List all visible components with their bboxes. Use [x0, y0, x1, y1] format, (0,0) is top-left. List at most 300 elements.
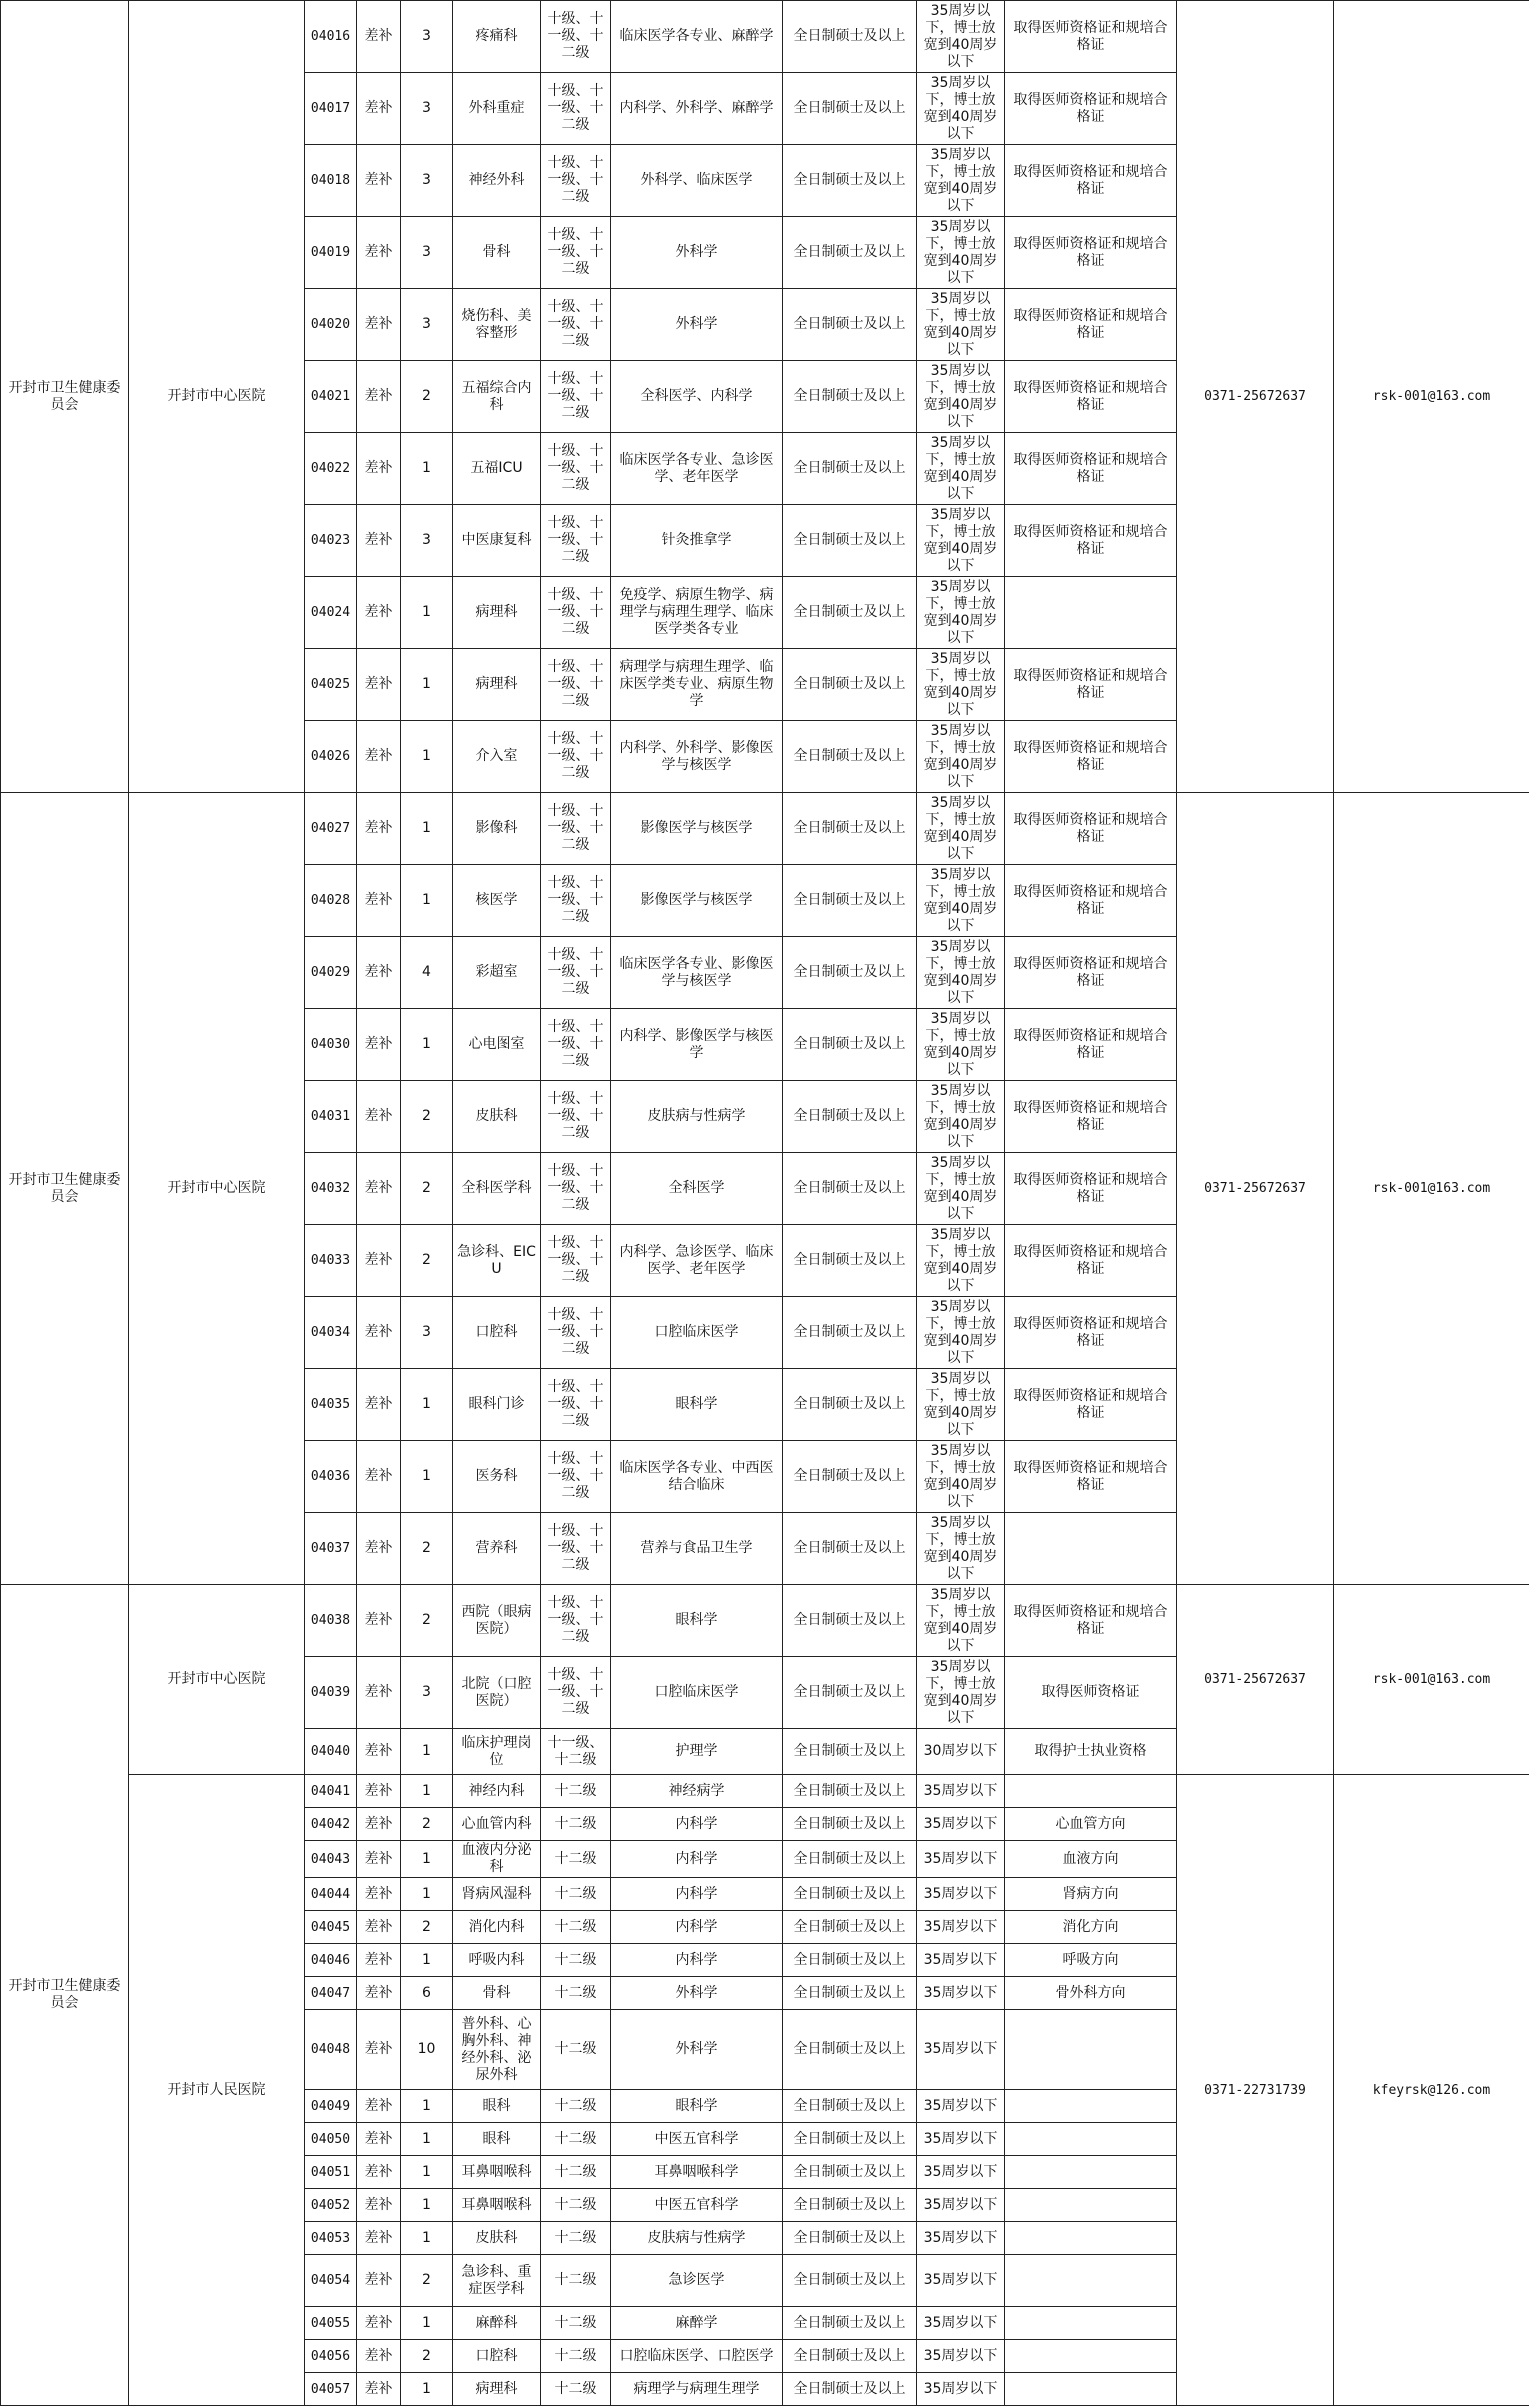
major-requirement: 口腔临床医学 [611, 1297, 783, 1369]
education-requirement: 全日制硕士及以上 [783, 2010, 917, 2090]
position-code: 04055 [305, 2307, 357, 2340]
age-requirement: 35周岁以下 [917, 2222, 1005, 2255]
grade-level: 十二级 [541, 1841, 611, 1878]
age-requirement: 35周岁以下，博士放宽到40周岁以下 [917, 577, 1005, 649]
funding-type: 差补 [357, 1009, 401, 1081]
position-code: 04042 [305, 1808, 357, 1841]
grade-level: 十二级 [541, 2222, 611, 2255]
grade-level: 十二级 [541, 2255, 611, 2307]
age-requirement: 35周岁以下，博士放宽到40周岁以下 [917, 217, 1005, 289]
age-requirement: 35周岁以下，博士放宽到40周岁以下 [917, 1441, 1005, 1513]
other-requirement [1005, 2222, 1177, 2255]
post-name: 皮肤科 [453, 2222, 541, 2255]
age-requirement: 35周岁以下 [917, 2189, 1005, 2222]
post-name: 烧伤科、美容整形 [453, 289, 541, 361]
age-requirement: 35周岁以下，博士放宽到40周岁以下 [917, 1513, 1005, 1585]
grade-level: 十级、十一级、十二级 [541, 865, 611, 937]
post-name: 西院（眼病医院） [453, 1585, 541, 1657]
education-requirement: 全日制硕士及以上 [783, 1009, 917, 1081]
grade-level: 十级、十一级、十二级 [541, 1441, 611, 1513]
grade-level: 十二级 [541, 2373, 611, 2406]
grade-level: 十级、十一级、十二级 [541, 505, 611, 577]
funding-type: 差补 [357, 73, 401, 145]
post-name: 神经外科 [453, 145, 541, 217]
headcount: 3 [401, 1, 453, 73]
post-name: 急诊科、EICU [453, 1225, 541, 1297]
education-requirement: 全日制硕士及以上 [783, 937, 917, 1009]
age-requirement: 35周岁以下，博士放宽到40周岁以下 [917, 793, 1005, 865]
post-name: 皮肤科 [453, 1081, 541, 1153]
education-requirement: 全日制硕士及以上 [783, 2255, 917, 2307]
post-name: 眼科 [453, 2123, 541, 2156]
post-name: 口腔科 [453, 1297, 541, 1369]
post-name: 中医康复科 [453, 505, 541, 577]
grade-level: 十二级 [541, 1977, 611, 2010]
other-requirement [1005, 2189, 1177, 2222]
age-requirement: 35周岁以下，博士放宽到40周岁以下 [917, 1, 1005, 73]
grade-level: 十一级、十二级 [541, 1729, 611, 1775]
other-requirement: 肾病方向 [1005, 1878, 1177, 1911]
headcount: 1 [401, 1369, 453, 1441]
hospital-cell: 开封市中心医院 [129, 793, 305, 1585]
education-requirement: 全日制硕士及以上 [783, 577, 917, 649]
major-requirement: 内科学、影像医学与核医学 [611, 1009, 783, 1081]
headcount: 1 [401, 1841, 453, 1878]
age-requirement: 35周岁以下 [917, 2340, 1005, 2373]
headcount: 3 [401, 73, 453, 145]
education-requirement: 全日制硕士及以上 [783, 2123, 917, 2156]
education-requirement: 全日制硕士及以上 [783, 1977, 917, 2010]
post-name: 眼科 [453, 2090, 541, 2123]
grade-level: 十二级 [541, 1944, 611, 1977]
table-body [1, 1, 1529, 2406]
headcount: 3 [401, 145, 453, 217]
position-code: 04030 [305, 1009, 357, 1081]
education-requirement: 全日制硕士及以上 [783, 1775, 917, 1808]
major-requirement: 免疫学、病原生物学、病理学与病理生理学、临床医学类各专业 [611, 577, 783, 649]
funding-type: 差补 [357, 577, 401, 649]
funding-type: 差补 [357, 721, 401, 793]
position-code: 04045 [305, 1911, 357, 1944]
education-requirement: 全日制硕士及以上 [783, 289, 917, 361]
age-requirement: 35周岁以下，博士放宽到40周岁以下 [917, 1081, 1005, 1153]
other-requirement [1005, 2255, 1177, 2307]
age-requirement: 35周岁以下，博士放宽到40周岁以下 [917, 361, 1005, 433]
education-requirement: 全日制硕士及以上 [783, 1081, 917, 1153]
education-requirement: 全日制硕士及以上 [783, 1297, 917, 1369]
headcount: 1 [401, 2123, 453, 2156]
age-requirement: 35周岁以下，博士放宽到40周岁以下 [917, 505, 1005, 577]
post-name: 眼科门诊 [453, 1369, 541, 1441]
funding-type: 差补 [357, 937, 401, 1009]
position-code: 04046 [305, 1944, 357, 1977]
post-name: 血液内分泌科 [453, 1841, 541, 1878]
other-requirement: 取得医师资格证和规培合格证 [1005, 361, 1177, 433]
headcount: 6 [401, 1977, 453, 2010]
position-code: 04032 [305, 1153, 357, 1225]
grade-level: 十二级 [541, 2010, 611, 2090]
education-requirement: 全日制硕士及以上 [783, 2189, 917, 2222]
headcount: 3 [401, 289, 453, 361]
grade-level: 十二级 [541, 2307, 611, 2340]
position-code: 04040 [305, 1729, 357, 1775]
post-name: 肾病风湿科 [453, 1878, 541, 1911]
funding-type: 差补 [357, 2307, 401, 2340]
post-name: 五福ICU [453, 433, 541, 505]
post-name: 介入室 [453, 721, 541, 793]
other-requirement: 取得医师资格证和规培合格证 [1005, 865, 1177, 937]
headcount: 2 [401, 2340, 453, 2373]
position-code: 04044 [305, 1878, 357, 1911]
major-requirement: 皮肤病与性病学 [611, 2222, 783, 2255]
post-name: 消化内科 [453, 1911, 541, 1944]
position-code: 04039 [305, 1657, 357, 1729]
education-requirement: 全日制硕士及以上 [783, 1808, 917, 1841]
other-requirement [1005, 577, 1177, 649]
age-requirement: 35周岁以下，博士放宽到40周岁以下 [917, 649, 1005, 721]
grade-level: 十二级 [541, 1808, 611, 1841]
grade-level: 十级、十一级、十二级 [541, 649, 611, 721]
grade-level: 十二级 [541, 2123, 611, 2156]
headcount: 1 [401, 721, 453, 793]
table-row [1, 1, 1529, 73]
position-code: 04024 [305, 577, 357, 649]
funding-type: 差补 [357, 361, 401, 433]
other-requirement: 取得医师资格证 [1005, 1657, 1177, 1729]
funding-type: 差补 [357, 433, 401, 505]
funding-type: 差补 [357, 1911, 401, 1944]
education-requirement: 全日制硕士及以上 [783, 1729, 917, 1775]
contact-email: kfeyrsk@126.com [1334, 1775, 1529, 2406]
position-code: 04026 [305, 721, 357, 793]
funding-type: 差补 [357, 1369, 401, 1441]
position-code: 04035 [305, 1369, 357, 1441]
other-requirement: 取得医师资格证和规培合格证 [1005, 1009, 1177, 1081]
headcount: 1 [401, 865, 453, 937]
headcount: 1 [401, 2307, 453, 2340]
funding-type: 差补 [357, 2189, 401, 2222]
major-requirement: 内科学、外科学、麻醉学 [611, 73, 783, 145]
other-requirement [1005, 1775, 1177, 1808]
position-code: 04049 [305, 2090, 357, 2123]
education-requirement: 全日制硕士及以上 [783, 1585, 917, 1657]
grade-level: 十级、十一级、十二级 [541, 721, 611, 793]
age-requirement: 35周岁以下 [917, 2123, 1005, 2156]
major-requirement: 影像医学与核医学 [611, 865, 783, 937]
age-requirement: 35周岁以下 [917, 1878, 1005, 1911]
funding-type: 差补 [357, 1, 401, 73]
age-requirement: 30周岁以下 [917, 1729, 1005, 1775]
grade-level: 十二级 [541, 2090, 611, 2123]
position-code: 04051 [305, 2156, 357, 2189]
position-code: 04016 [305, 1, 357, 73]
headcount: 3 [401, 1657, 453, 1729]
post-name: 病理科 [453, 649, 541, 721]
headcount: 3 [401, 505, 453, 577]
post-name: 营养科 [453, 1513, 541, 1585]
grade-level: 十二级 [541, 2189, 611, 2222]
other-requirement: 消化方向 [1005, 1911, 1177, 1944]
other-requirement: 心血管方向 [1005, 1808, 1177, 1841]
major-requirement: 眼科学 [611, 1369, 783, 1441]
education-requirement: 全日制硕士及以上 [783, 721, 917, 793]
age-requirement: 35周岁以下，博士放宽到40周岁以下 [917, 1153, 1005, 1225]
headcount: 1 [401, 1775, 453, 1808]
major-requirement: 中医五官科学 [611, 2123, 783, 2156]
major-requirement: 外科学 [611, 1977, 783, 2010]
age-requirement: 35周岁以下，博士放宽到40周岁以下 [917, 145, 1005, 217]
funding-type: 差补 [357, 865, 401, 937]
position-code: 04043 [305, 1841, 357, 1878]
funding-type: 差补 [357, 2010, 401, 2090]
post-name: 病理科 [453, 2373, 541, 2406]
position-code: 04027 [305, 793, 357, 865]
headcount: 2 [401, 2255, 453, 2307]
post-name: 急诊科、重症医学科 [453, 2255, 541, 2307]
other-requirement: 骨外科方向 [1005, 1977, 1177, 2010]
headcount: 1 [401, 2189, 453, 2222]
position-code: 04048 [305, 2010, 357, 2090]
position-code: 04034 [305, 1297, 357, 1369]
age-requirement: 35周岁以下，博士放宽到40周岁以下 [917, 73, 1005, 145]
funding-type: 差补 [357, 505, 401, 577]
post-name: 外科重症 [453, 73, 541, 145]
headcount: 2 [401, 1513, 453, 1585]
age-requirement: 35周岁以下 [917, 2373, 1005, 2406]
headcount: 1 [401, 649, 453, 721]
grade-level: 十级、十一级、十二级 [541, 145, 611, 217]
funding-type: 差补 [357, 2373, 401, 2406]
other-requirement: 取得医师资格证和规培合格证 [1005, 1, 1177, 73]
funding-type: 差补 [357, 1944, 401, 1977]
age-requirement: 35周岁以下 [917, 1977, 1005, 2010]
funding-type: 差补 [357, 1585, 401, 1657]
position-code: 04029 [305, 937, 357, 1009]
headcount: 2 [401, 1081, 453, 1153]
contact-phone: 0371-25672637 [1177, 1585, 1334, 1775]
age-requirement: 35周岁以下 [917, 2307, 1005, 2340]
headcount: 1 [401, 433, 453, 505]
funding-type: 差补 [357, 1729, 401, 1775]
table-row [1, 1775, 1529, 1808]
education-requirement: 全日制硕士及以上 [783, 1153, 917, 1225]
grade-level: 十级、十一级、十二级 [541, 73, 611, 145]
grade-level: 十级、十一级、十二级 [541, 361, 611, 433]
position-code: 04052 [305, 2189, 357, 2222]
grade-level: 十级、十一级、十二级 [541, 1009, 611, 1081]
other-requirement: 取得医师资格证和规培合格证 [1005, 505, 1177, 577]
major-requirement: 口腔临床医学、口腔医学 [611, 2340, 783, 2373]
major-requirement: 麻醉学 [611, 2307, 783, 2340]
position-code: 04018 [305, 145, 357, 217]
funding-type: 差补 [357, 2090, 401, 2123]
education-requirement: 全日制硕士及以上 [783, 2222, 917, 2255]
education-requirement: 全日制硕士及以上 [783, 793, 917, 865]
education-requirement: 全日制硕士及以上 [783, 73, 917, 145]
post-name: 心电图室 [453, 1009, 541, 1081]
other-requirement [1005, 2373, 1177, 2406]
other-requirement [1005, 2307, 1177, 2340]
grade-level: 十级、十一级、十二级 [541, 793, 611, 865]
headcount: 1 [401, 1878, 453, 1911]
other-requirement: 取得医师资格证和规培合格证 [1005, 1297, 1177, 1369]
grade-level: 十级、十一级、十二级 [541, 289, 611, 361]
grade-level: 十级、十一级、十二级 [541, 1153, 611, 1225]
major-requirement: 全科医学 [611, 1153, 783, 1225]
funding-type: 差补 [357, 145, 401, 217]
other-requirement: 取得医师资格证和规培合格证 [1005, 217, 1177, 289]
position-code: 04037 [305, 1513, 357, 1585]
post-name: 口腔科 [453, 2340, 541, 2373]
age-requirement: 35周岁以下 [917, 1808, 1005, 1841]
contact-phone: 0371-25672637 [1177, 1, 1334, 793]
other-requirement: 取得医师资格证和规培合格证 [1005, 937, 1177, 1009]
funding-type: 差补 [357, 1775, 401, 1808]
position-code: 04054 [305, 2255, 357, 2307]
education-requirement: 全日制硕士及以上 [783, 217, 917, 289]
age-requirement: 35周岁以下，博士放宽到40周岁以下 [917, 1009, 1005, 1081]
education-requirement: 全日制硕士及以上 [783, 1369, 917, 1441]
authority-cell: 开封市卫生健康委员会 [1, 1585, 129, 2406]
education-requirement: 全日制硕士及以上 [783, 361, 917, 433]
headcount: 1 [401, 1441, 453, 1513]
post-name: 五福综合内科 [453, 361, 541, 433]
education-requirement: 全日制硕士及以上 [783, 2340, 917, 2373]
education-requirement: 全日制硕士及以上 [783, 1878, 917, 1911]
education-requirement: 全日制硕士及以上 [783, 865, 917, 937]
contact-phone: 0371-22731739 [1177, 1775, 1334, 2406]
major-requirement: 病理学与病理生理学、临床医学类专业、病原生物学 [611, 649, 783, 721]
position-code: 04056 [305, 2340, 357, 2373]
education-requirement: 全日制硕士及以上 [783, 505, 917, 577]
education-requirement: 全日制硕士及以上 [783, 1, 917, 73]
grade-level: 十级、十一级、十二级 [541, 1585, 611, 1657]
funding-type: 差补 [357, 1297, 401, 1369]
other-requirement: 取得医师资格证和规培合格证 [1005, 1225, 1177, 1297]
contact-phone: 0371-25672637 [1177, 793, 1334, 1585]
age-requirement: 35周岁以下，博士放宽到40周岁以下 [917, 1585, 1005, 1657]
age-requirement: 35周岁以下，博士放宽到40周岁以下 [917, 937, 1005, 1009]
post-name: 骨科 [453, 1977, 541, 2010]
major-requirement: 临床医学各专业、中西医结合临床 [611, 1441, 783, 1513]
age-requirement: 35周岁以下，博士放宽到40周岁以下 [917, 289, 1005, 361]
major-requirement: 口腔临床医学 [611, 1657, 783, 1729]
age-requirement: 35周岁以下，博士放宽到40周岁以下 [917, 1657, 1005, 1729]
age-requirement: 35周岁以下 [917, 1944, 1005, 1977]
age-requirement: 35周岁以下，博士放宽到40周岁以下 [917, 1297, 1005, 1369]
grade-level: 十级、十一级、十二级 [541, 1369, 611, 1441]
funding-type: 差补 [357, 1225, 401, 1297]
position-code: 04028 [305, 865, 357, 937]
major-requirement: 护理学 [611, 1729, 783, 1775]
contact-email: rsk-001@163.com [1334, 1585, 1529, 1775]
education-requirement: 全日制硕士及以上 [783, 2156, 917, 2189]
headcount: 1 [401, 2222, 453, 2255]
other-requirement: 取得医师资格证和规培合格证 [1005, 793, 1177, 865]
funding-type: 差补 [357, 1657, 401, 1729]
headcount: 1 [401, 2156, 453, 2189]
post-name: 骨科 [453, 217, 541, 289]
position-code: 04019 [305, 217, 357, 289]
position-code: 04053 [305, 2222, 357, 2255]
other-requirement: 取得医师资格证和规培合格证 [1005, 649, 1177, 721]
funding-type: 差补 [357, 1081, 401, 1153]
grade-level: 十二级 [541, 2156, 611, 2189]
grade-level: 十级、十一级、十二级 [541, 1513, 611, 1585]
table-row [1, 1585, 1529, 1657]
hospital-cell: 开封市中心医院 [129, 1, 305, 793]
funding-type: 差补 [357, 217, 401, 289]
headcount: 1 [401, 1009, 453, 1081]
headcount: 2 [401, 1808, 453, 1841]
post-name: 疼痛科 [453, 1, 541, 73]
position-code: 04023 [305, 505, 357, 577]
headcount: 4 [401, 937, 453, 1009]
age-requirement: 35周岁以下，博士放宽到40周岁以下 [917, 865, 1005, 937]
headcount: 3 [401, 1297, 453, 1369]
other-requirement [1005, 2123, 1177, 2156]
education-requirement: 全日制硕士及以上 [783, 1441, 917, 1513]
authority-cell: 开封市卫生健康委员会 [1, 793, 129, 1585]
education-requirement: 全日制硕士及以上 [783, 433, 917, 505]
major-requirement: 营养与食品卫生学 [611, 1513, 783, 1585]
education-requirement: 全日制硕士及以上 [783, 145, 917, 217]
headcount: 2 [401, 361, 453, 433]
headcount: 2 [401, 1911, 453, 1944]
post-name: 麻醉科 [453, 2307, 541, 2340]
table-row [1, 793, 1529, 865]
post-name: 医务科 [453, 1441, 541, 1513]
education-requirement: 全日制硕士及以上 [783, 1513, 917, 1585]
headcount: 1 [401, 2373, 453, 2406]
education-requirement: 全日制硕士及以上 [783, 1841, 917, 1878]
age-requirement: 35周岁以下 [917, 1841, 1005, 1878]
major-requirement: 病理学与病理生理学 [611, 2373, 783, 2406]
funding-type: 差补 [357, 2222, 401, 2255]
other-requirement [1005, 2010, 1177, 2090]
grade-level: 十二级 [541, 1878, 611, 1911]
headcount: 1 [401, 1729, 453, 1775]
position-code: 04057 [305, 2373, 357, 2406]
position-code: 04041 [305, 1775, 357, 1808]
major-requirement: 外科学、临床医学 [611, 145, 783, 217]
major-requirement: 外科学 [611, 289, 783, 361]
grade-level: 十级、十一级、十二级 [541, 1081, 611, 1153]
position-code: 04025 [305, 649, 357, 721]
age-requirement: 35周岁以下 [917, 1911, 1005, 1944]
position-code: 04047 [305, 1977, 357, 2010]
age-requirement: 35周岁以下 [917, 1775, 1005, 1808]
position-code: 04036 [305, 1441, 357, 1513]
age-requirement: 35周岁以下 [917, 2156, 1005, 2189]
other-requirement: 取得医师资格证和规培合格证 [1005, 1369, 1177, 1441]
post-name: 耳鼻咽喉科 [453, 2189, 541, 2222]
funding-type: 差补 [357, 2156, 401, 2189]
major-requirement: 外科学 [611, 2010, 783, 2090]
major-requirement: 耳鼻咽喉科学 [611, 2156, 783, 2189]
post-name: 临床护理岗位 [453, 1729, 541, 1775]
grade-level: 十二级 [541, 1775, 611, 1808]
education-requirement: 全日制硕士及以上 [783, 1657, 917, 1729]
age-requirement: 35周岁以下 [917, 2010, 1005, 2090]
major-requirement: 临床医学各专业、影像医学与核医学 [611, 937, 783, 1009]
grade-level: 十级、十一级、十二级 [541, 433, 611, 505]
grade-level: 十级、十一级、十二级 [541, 1297, 611, 1369]
other-requirement [1005, 2156, 1177, 2189]
other-requirement: 取得医师资格证和规培合格证 [1005, 433, 1177, 505]
headcount: 1 [401, 2090, 453, 2123]
age-requirement: 35周岁以下 [917, 2255, 1005, 2307]
